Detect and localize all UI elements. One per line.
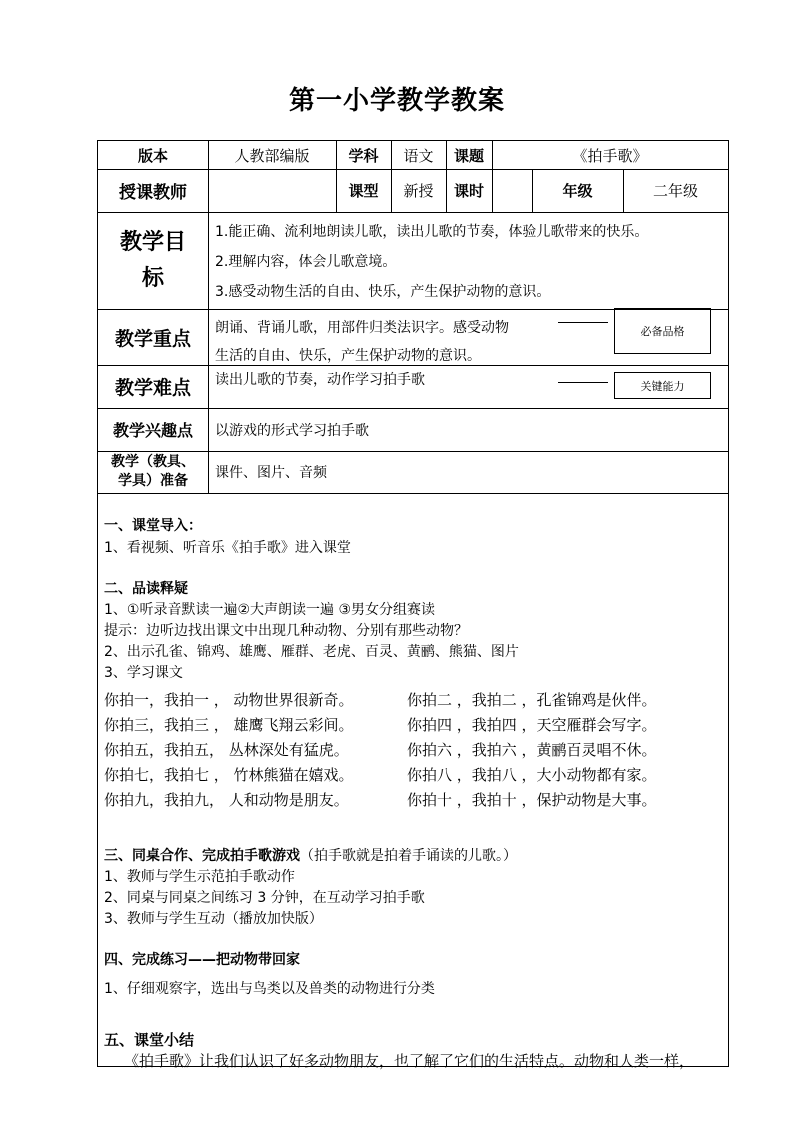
section-2-line: 2、出示孔雀、锦鸡、雄鹰、雁群、老虎、百灵、黄鹂、熊猫、图片 xyxy=(104,644,519,660)
interest-text: 以游戏的形式学习拍手歌 xyxy=(215,422,369,439)
section-3-heading: 三、同桌合作、完成拍手歌游戏 xyxy=(104,848,300,864)
goals-label-line1: 教学目 xyxy=(119,229,186,255)
grade-label: 年级 xyxy=(562,182,593,200)
prep-label-line2: 学具）准备 xyxy=(118,473,188,489)
difficulties-text: 读出儿歌的节奏，动作学习拍手歌 xyxy=(215,372,425,388)
goal-item-1: 1.能正确、流利地朗读儿歌，读出儿歌的节奏，体验儿歌带来的快乐。 xyxy=(215,224,649,240)
key-points-label: 教学重点 xyxy=(114,327,191,350)
key-points-line2: 生活的自由、快乐，产生保护动物的意识。 xyxy=(215,348,481,364)
goal-item-3: 3.感受动物生活的自由、快乐，产生保护动物的意识。 xyxy=(215,284,551,300)
difficulties-label: 教学难点 xyxy=(114,377,191,399)
section-4-heading: 四、完成练习——把动物带回家 xyxy=(104,952,300,968)
version-label: 版本 xyxy=(137,146,168,165)
class-type-label: 课型 xyxy=(348,182,379,200)
goals-label xyxy=(98,212,208,309)
prep-label-line1: 教学（教具、 xyxy=(111,454,195,470)
verse-left: 你拍七，我拍七 ， 竹林熊猫在嬉戏。 xyxy=(104,766,354,784)
class-type-value: 新授 xyxy=(403,182,434,200)
prep-text: 课件、图片、音频 xyxy=(215,465,327,481)
section-2-line: 提示：边听边找出课文中出现几种动物、分别有那些动物？ xyxy=(104,623,468,639)
version-value: 人教部编版 xyxy=(234,146,310,165)
section-3-line: 3、教师与学生互动（播放加快版） xyxy=(104,911,323,927)
verse-left: 你拍一，我拍一 ， 动物世界很新奇。 xyxy=(104,691,354,709)
tag-box-character: 必备品格 xyxy=(614,308,711,354)
goals-label-line2: 标 xyxy=(141,265,164,291)
topic-value: 《拍手歌》 xyxy=(572,146,648,165)
section-1-heading: 一、课堂导入： xyxy=(104,518,202,534)
interest-label: 教学兴趣点 xyxy=(112,421,193,440)
section-5-line: 《拍手歌》让我们认识了好多动物朋友，也了解了它们的生活特点。动物和人类一样， xyxy=(124,1052,695,1070)
goal-item-2: 2.理解内容，体会儿歌意境。 xyxy=(215,254,397,270)
section-3-line: 2、同桌与同桌之间练习 3 分钟，在互动学习拍手歌 xyxy=(104,890,425,906)
subject-label: 学科 xyxy=(348,146,379,165)
section-5-heading: 五、课堂小结 xyxy=(104,1031,195,1049)
verse-right: 你拍六 ，我拍六 ，黄鹂百灵唱不休。 xyxy=(407,741,657,759)
teacher-value xyxy=(208,169,336,212)
section-1-line: 1、看视频、听音乐《拍手歌》进入课堂 xyxy=(104,540,351,556)
hours-label: 课时 xyxy=(453,182,484,200)
section-2-line: 3、学习课文 xyxy=(104,665,183,681)
verse-right: 你拍八 ，我拍八 ，大小动物都有家。 xyxy=(407,766,657,784)
connector-line xyxy=(558,322,608,323)
verse-left: 你拍九，我拍九， 人和动物是朋友。 xyxy=(104,791,349,809)
verse-right: 你拍十 ，我拍十 ，保护动物是大事。 xyxy=(407,791,657,809)
section-2-line: 1、①听录音默读一遍②大声朗读一遍 ③男女分组赛读 xyxy=(104,602,436,618)
section-4-line: 1、仔细观察字，选出与鸟类以及兽类的动物进行分类 xyxy=(104,981,435,997)
subject-value: 语文 xyxy=(403,146,434,165)
key-points-line1: 朗诵、背诵儿歌，用部件归类法识字。感受动物 xyxy=(215,320,509,336)
teacher-label: 授课教师 xyxy=(119,183,187,203)
connector-line xyxy=(558,382,608,383)
verse-right: 你拍二 ，我拍二 ，孔雀锦鸡是伙伴。 xyxy=(407,691,657,709)
grade-value: 二年级 xyxy=(652,182,698,200)
topic-label: 课题 xyxy=(453,146,484,165)
hours-value xyxy=(492,169,532,212)
verse-right: 你拍四 ，我拍四 ，天空雁群会写字。 xyxy=(407,716,657,734)
row-divider xyxy=(98,493,728,494)
verse-left: 你拍三，我拍三 ， 雄鹰飞翔云彩间。 xyxy=(104,716,354,734)
page-title: 第一小学教学教案 xyxy=(288,86,505,116)
section-3-line: 1、教师与学生示范拍手歌动作 xyxy=(104,869,295,885)
section-3-note: （拍手歌就是拍着手诵读的儿歌。） xyxy=(300,848,517,864)
section-2-heading: 二、品读释疑 xyxy=(104,581,188,597)
tag-box-ability: 关键能力 xyxy=(614,372,711,399)
verse-left: 你拍五，我拍五， 丛林深处有猛虎。 xyxy=(104,741,349,759)
prep-label xyxy=(98,451,208,493)
section-3-heading-row xyxy=(104,845,517,865)
